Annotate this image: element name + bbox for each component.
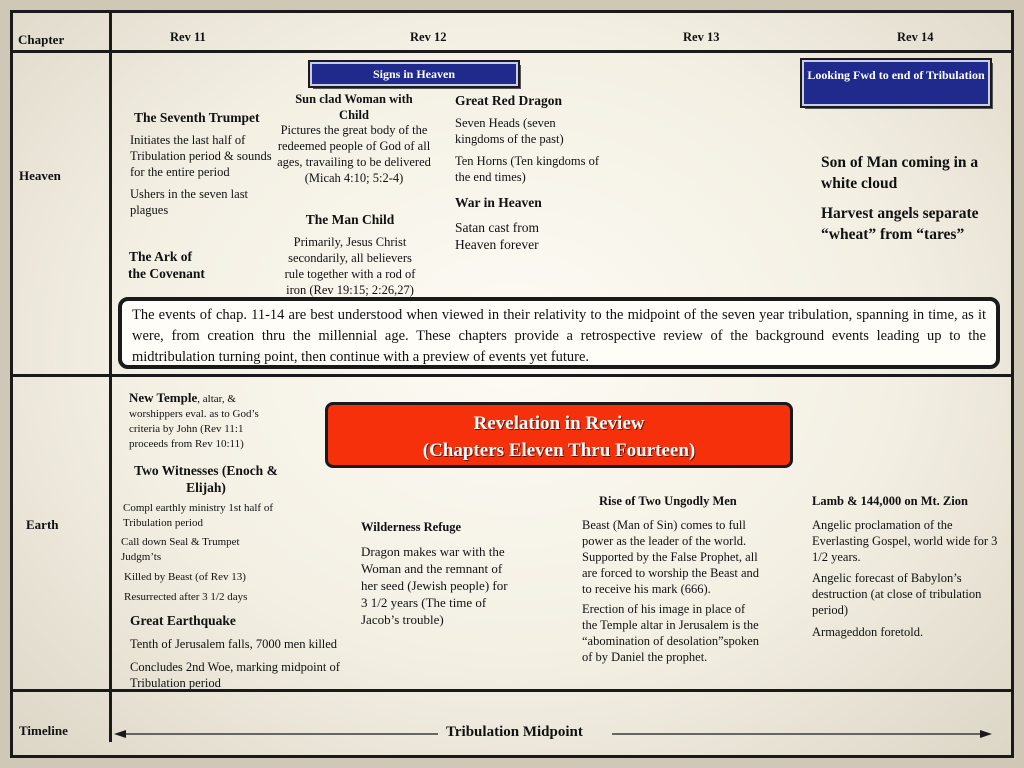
lamb-text-1: Angelic proclamation of the Everlasting Gospel, world wide for 3 1/2 years. [812, 518, 998, 564]
ungodly-men-text-2: Erection of his image in place of the Temple altar in Jerusalem is the “abomination of desolation”spoken of by Daniel the prophet. [582, 602, 760, 664]
ark-line-2: the Covenant [128, 266, 205, 281]
col-rev-11: Rev 11 [170, 30, 206, 44]
war-in-heaven-title: War in Heaven [455, 195, 542, 210]
two-witnesses-item-1: Compl earthly ministry 1st half of Tribulation period [123, 502, 274, 529]
title-box [325, 402, 793, 468]
two-witnesses-item-3: Killed by Beast (of Rev 13) [124, 571, 246, 583]
header-divider [13, 50, 1011, 53]
ark-line-1: The Ark of [129, 249, 193, 264]
col-rev-12: Rev 12 [410, 30, 447, 44]
war-in-heaven-text: Satan cast from Heaven forever [455, 220, 539, 252]
ungodly-men-title: Rise of Two Ungodly Men [599, 494, 737, 508]
col-rev-14: Rev 14 [897, 30, 934, 44]
looking-fwd-button[interactable]: Looking Fwd to end of Tribulation [802, 60, 990, 106]
col-rev-13: Rev 13 [683, 30, 720, 44]
seventh-trumpet-title: The Seventh Trumpet [134, 110, 260, 125]
title-line-2: (Chapters Eleven Thru Fourteen) [422, 440, 696, 461]
man-child-text: Primarily, Jesus Christ secondarily, all believers rule together with a rod of iron (Rev 19:15; 2:26,27) [284, 235, 416, 297]
lamb-title: Lamb & 144,000 on Mt. Zion [812, 494, 968, 508]
title-line-1: Revelation in Review [473, 413, 645, 434]
label-column-divider [109, 13, 112, 742]
heaven-earth-divider [13, 374, 1011, 377]
sun-clad-woman-text: Pictures the great body of the redeemed people of God of all ages, travailing to be delivered (Micah 4:10; 5:2-4) [277, 123, 431, 185]
earth-label: Earth [26, 517, 59, 532]
son-of-man-text: Son of Man coming in a white cloud [821, 154, 979, 192]
lamb-text-2: Angelic forecast of Babylon’s destruction (at close of tribulation period) [812, 571, 982, 617]
chapter-label: Chapter [18, 32, 65, 47]
signs-in-heaven-button[interactable]: Signs in Heaven [310, 62, 518, 86]
new-temple-title: New Temple [129, 390, 198, 405]
man-child-title: The Man Child [305, 212, 395, 227]
sun-clad-woman-title: Sun clad Woman with Child [295, 92, 413, 122]
seventh-trumpet-text: Initiates the last half of Tribulation period & sounds for the entire period [130, 133, 272, 179]
red-dragon-heads: Seven Heads (seven kingdoms of the past) [455, 116, 564, 146]
lamb-text-3: Armageddon foretold. [812, 625, 924, 639]
timeline-arrow-left-head [114, 730, 126, 738]
harvest-angels-text: Harvest angels separate “wheat” from “tares” [821, 205, 979, 243]
ungodly-men-text-1: Beast (Man of Sin) comes to full power as the leader of the world. Supported by the False Prophet, all are forced to worship the Beast and to receive his mark (666). [582, 518, 760, 596]
red-dragon-horns: Ten Horns (Ten kingdoms of the end times) [455, 154, 600, 184]
great-earthquake-text-1: Tenth of Jerusalem falls, 7000 men killed [130, 637, 338, 651]
red-dragon-title: Great Red Dragon [455, 93, 562, 108]
new-temple-block [129, 390, 279, 452]
great-earthquake-text-2: Concludes 2nd Woe, marking midpoint of Tribulation period [130, 660, 340, 690]
wilderness-title: Wilderness Refuge [361, 520, 462, 534]
heaven-label: Heaven [19, 168, 61, 183]
timeline-arrow-right-head [980, 730, 992, 738]
two-witnesses-item-4: Resurrected after 3 1/2 days [124, 591, 248, 603]
wilderness-text: Dragon makes war with the Woman and the remnant of her seed (Jewish people) for 3 1/2 years (The time of Jacob’s trouble) [361, 544, 508, 627]
tribulation-midpoint-label: Tribulation Midpoint [446, 724, 583, 740]
seventh-trumpet-plagues: Ushers in the seven last plagues [130, 187, 249, 217]
great-earthquake-title: Great Earthquake [130, 613, 236, 628]
timeline-label: Timeline [19, 723, 68, 738]
two-witnesses-title: Two Witnesses (Enoch & Elijah) [134, 463, 278, 495]
summary-note-box: The events of chap. 11-14 are best understood when viewed in their relativity to the midpoint of the seven year tribulation, spanning in time, as it were, from creation thru the millennial age. These chapters provide a retrospective review of the background events leading up to the midtribulation turning point, then continue with a preview of events yet future. [118, 297, 1000, 369]
new-temple-text: , altar, & worshippers eval. as to God’s criteria by John (Rev 11:1 proceeds from Rev 10:11) [129, 393, 259, 450]
two-witnesses-item-2: Call down Seal & Trumpet Judgm’ts [121, 536, 240, 563]
